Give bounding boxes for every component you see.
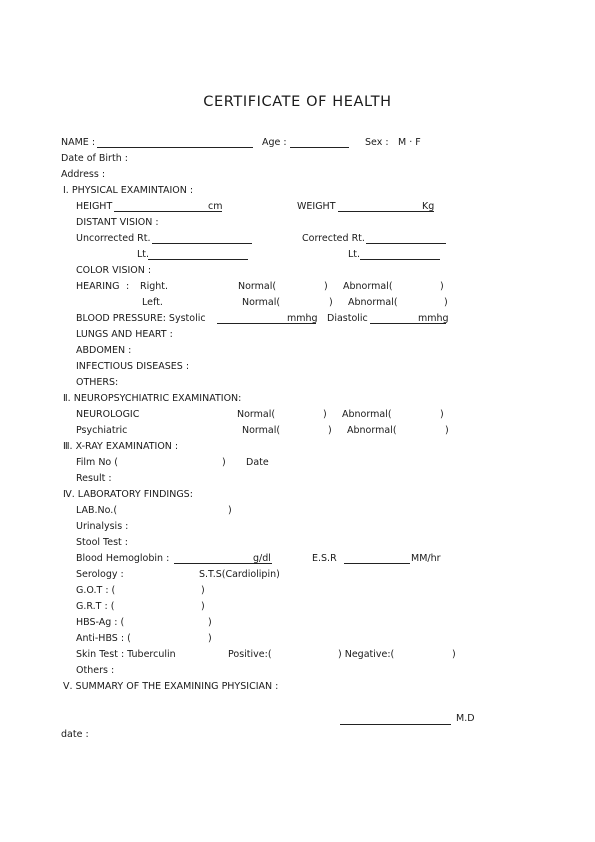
distant-vision-label: DISTANT VISION : [76,217,159,228]
physician-signature-line[interactable] [340,724,451,725]
height-unit: cm [208,201,223,212]
film-date-label: Date [246,457,269,468]
film-no-label: Film No ( [76,457,118,468]
xray-result-label: Result : [76,473,112,484]
skin-test-label: Skin Test : Tuberculin [76,649,176,660]
lungs-heart-label: LUNGS AND HEART : [76,329,173,340]
diastolic-unit: mmhg [418,313,449,324]
anti-hbs-label: Anti-HBS : ( [76,633,131,644]
hearing-left-normal-close: ) [329,297,333,308]
psychiatric-normal-close: ) [328,425,332,436]
neurologic-abnormal-close: ) [440,409,444,420]
summary-heading: Ⅴ. SUMMARY OF THE EXAMINING PHYSICIAN : [63,681,279,692]
psychiatric-label: Psychiatric [76,425,128,436]
age-label: Age : [262,137,287,148]
hearing-left-abnormal-close: ) [444,297,448,308]
uncorrected-rt-line[interactable] [152,243,252,244]
hearing-left-label: Left. [142,297,163,308]
physical-exam-heading: Ⅰ. PHYSICAL EXAMINTAION : [63,185,194,196]
sts-label: S.T.S(Cardiolipin) [199,569,280,580]
hbs-ag-label: HBS-Ag : ( [76,617,125,628]
esr-label: E.S.R [312,553,337,564]
diastolic-label: Diastolic [327,313,368,324]
anti-hbs-close: ) [208,633,212,644]
hearing-colon: : [126,281,130,292]
dob-label: Date of Birth : [61,153,128,164]
esr-line[interactable] [344,563,410,564]
weight-label: WEIGHT [297,201,336,212]
hearing-right-abnormal: Abnormal( [343,281,393,292]
systolic-unit: mmhg [287,313,318,324]
neurologic-normal: Normal( [237,409,276,420]
lab-no-label: LAB.No.( [76,505,118,516]
xray-heading: Ⅲ. X-RAY EXAMINATION : [63,441,179,452]
got-close: ) [201,585,205,596]
neurologic-abnormal: Abnormal( [342,409,392,420]
hemoglobin-label: Blood Hemoglobin : [76,553,170,564]
serology-label: Serology : [76,569,124,580]
uncorrected-lt-label: Lt. [137,249,150,260]
psychiatric-abnormal-close: ) [445,425,449,436]
sex-options: M · F [398,137,421,148]
grt-close: ) [201,601,205,612]
hbs-ag-close: ) [208,617,212,628]
height-field-line[interactable] [114,211,222,212]
weight-unit: Kg [422,201,435,212]
got-label: G.O.T : ( [76,585,116,596]
skin-negative-label: ) Negative:( [338,649,395,660]
lab-others-label: Others : [76,665,115,676]
psychiatric-abnormal: Abnormal( [347,425,397,436]
hearing-right-normal-close: ) [324,281,328,292]
corrected-lt-label: Lt. [348,249,361,260]
uncorrected-rt-label: Uncorrected Rt. [76,233,151,244]
age-field-line[interactable] [290,147,349,148]
corrected-rt-label: Corrected Rt. [302,233,365,244]
hearing-left-abnormal: Abnormal( [348,297,398,308]
md-label: M.D [456,713,475,724]
uncorrected-lt-line[interactable] [148,259,248,260]
neurologic-normal-close: ) [323,409,327,420]
height-label: HEIGHT [76,201,113,212]
date-label: date : [61,729,89,740]
sex-label: Sex : [365,137,389,148]
corrected-lt-line[interactable] [360,259,440,260]
hearing-right-abnormal-close: ) [440,281,444,292]
weight-field-line[interactable] [338,211,434,212]
corrected-rt-line[interactable] [366,243,446,244]
skin-positive-label: Positive:( [228,649,272,660]
hearing-right-normal: Normal( [238,281,277,292]
infectious-diseases-label: INFECTIOUS DISEASES : [76,361,190,372]
hearing-left-normal: Normal( [242,297,281,308]
address-label: Address : [61,169,106,180]
certificate-title: CERTIFICATE OF HEALTH [203,94,392,110]
hearing-label: HEARING [76,281,120,292]
grt-label: G.R.T : ( [76,601,115,612]
blood-pressure-label: BLOOD PRESSURE: Systolic [76,313,206,324]
hearing-right-label: Right. [140,281,169,292]
name-label: NAME : [61,137,96,148]
hemoglobin-unit: g/dl [253,553,271,564]
neurologic-label: NEUROLOGIC [76,409,140,420]
lab-no-close: ) [228,505,232,516]
stool-test-label: Stool Test : [76,537,128,548]
physical-others-label: OTHERS: [76,377,119,388]
skin-negative-close: ) [452,649,456,660]
neuropsychiatric-heading: Ⅱ. NEUROPSYCHIATRIC EXAMINATION: [63,393,242,404]
color-vision-label: COLOR VISION : [76,265,152,276]
urinalysis-label: Urinalysis : [76,521,129,532]
psychiatric-normal: Normal( [242,425,281,436]
laboratory-heading: Ⅳ. LABORATORY FINDINGS: [63,489,193,500]
film-no-close: ) [222,457,226,468]
abdomen-label: ABDOMEN : [76,345,132,356]
name-field-line[interactable] [97,147,253,148]
esr-unit: MM/hr [411,553,441,564]
